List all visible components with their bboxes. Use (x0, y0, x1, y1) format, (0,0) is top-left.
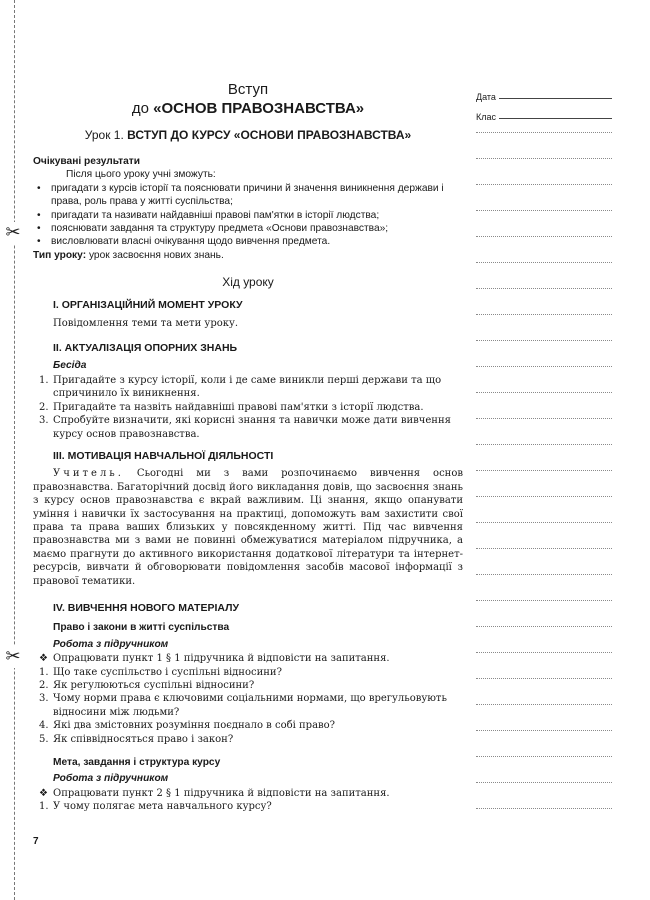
note-line[interactable] (476, 756, 612, 757)
section-heading: III. МОТИВАЦІЯ НАВЧАЛЬНОЇ ДІЯЛЬНОСТІ (53, 449, 274, 462)
list-item: 1. Пригадайте з курсу історії, коли і де саме виникли перші держави та що спричинило їх виникнення. (39, 374, 442, 400)
note-line[interactable] (476, 678, 612, 679)
note-line[interactable] (476, 262, 612, 263)
chapter-subtitle-bold: «ОСНОВ ПРАВОЗНАВСТВА» (153, 100, 365, 117)
list-item: • пригадати з курсів історії та пояснювати причини й значення виникнення держави і права, роль права у житті суспільства; (37, 182, 444, 208)
list-item: 3. Спробуйте визначити, які корисні знання та навички може дати вивчення курсу основ правознавства. (39, 415, 451, 440)
subsection-label: Робота з підручником (53, 773, 169, 785)
notes-sidebar (476, 82, 612, 122)
expected-intro: Після цього уроку учні зможуть: (66, 169, 216, 181)
note-line[interactable] (476, 496, 612, 497)
chapter-subtitle-prefix: до (131, 100, 149, 117)
lesson-type-value: урок засвоєння нових знань. (88, 249, 224, 261)
section-heading: IV. ВИВЧЕННЯ НОВОГО МАТЕРІАЛУ (53, 601, 240, 614)
subsection-title: Право і закони в житті суспільства (53, 622, 230, 634)
list-item: 1. У чому полягає мета навчального курсу? (39, 801, 272, 813)
note-line[interactable] (476, 210, 612, 211)
section-text: Повідомлення теми та мети уроку. (53, 317, 239, 329)
list-item: • висловлювати власні очікування щодо вивчення предмета. (37, 236, 331, 248)
subsection-label: Бесіда (53, 360, 87, 372)
list-item: 5. Як співвідносяться право і закон? (39, 733, 234, 745)
class-field[interactable] (476, 102, 612, 122)
subsection-title: Мета, завдання і структура курсу (53, 757, 221, 769)
section-heading: I. ОРГАНІЗАЦІЙНИЙ МОМЕНТ УРОКУ (53, 299, 243, 312)
class-line (499, 118, 612, 119)
lesson-flow-heading: Хід уроку (222, 275, 274, 290)
list-item: • пригадати та називати найдавніші правові пам'ятки в історії людства; (37, 209, 380, 221)
date-line (499, 98, 612, 99)
note-line[interactable] (476, 392, 612, 393)
page-number: 7 (33, 836, 39, 847)
note-line[interactable] (476, 782, 612, 783)
list-item: 2. Як регулюються суспільні відносини? (39, 680, 255, 691)
lesson-type-label: Тип уроку: (33, 249, 87, 261)
lesson-number: Урок 1. (84, 128, 124, 142)
note-line[interactable] (476, 418, 612, 419)
date-label: Дата (476, 92, 496, 102)
note-line[interactable] (476, 652, 612, 653)
note-line[interactable] (476, 132, 612, 133)
main-content (33, 80, 463, 814)
scissors-icon: ✂ (2, 222, 24, 244)
task-item: ❖ Опрацювати пункт 1 § 1 підручника й відповісти на запитання. (39, 653, 390, 665)
expected-heading: Очікувані результати (33, 156, 141, 167)
task-item: ❖ Опрацювати пункт 2 § 1 підручника й відповісти на запитання. (39, 787, 390, 799)
section-heading: II. АКТУАЛІЗАЦІЯ ОПОРНИХ ЗНАНЬ (53, 342, 238, 355)
section-paragraph: Учитель. Сьогодні ми з вами розпочинаємо вивчення основ правознавства. Багаторічний досвід його викладання довів, що засвоєння знань з курсу основ правознавства є вкрай важливим. Ці знання, якщо опанувати уміння і навички їх застосування на практиці, допоможуть вам захистити свої права та права ваших близьких у повсякденному житті. Під час вивчення правознавства ми з вами не повинні обмежуватися матеріалом підручника, а маємо прагнути до активного використання додаткової літератури та інтернет-ресурсів, вивчати й обговорювати повідомлення засобів масової інформації з правової тематики. (33, 468, 463, 587)
date-field[interactable] (476, 82, 612, 102)
speaker-label: Учитель. (53, 468, 124, 480)
note-line[interactable] (476, 522, 612, 523)
list-item: 3. Чому норми права є ключовими соціальними нормами, що врегульовують відносини між людьми? (39, 693, 447, 718)
note-line[interactable] (476, 158, 612, 159)
note-line[interactable] (476, 808, 612, 809)
note-line[interactable] (476, 574, 612, 575)
list-item: 2. Пригадайте та назвіть найдавніші правові пам'ятки з історії людства. (39, 401, 424, 413)
lesson-name: ВСТУП ДО КУРСУ «ОСНОВИ ПРАВОЗНАВСТВА» (127, 128, 412, 142)
note-line[interactable] (476, 340, 612, 341)
note-line[interactable] (476, 730, 612, 731)
lesson-title (33, 128, 463, 143)
note-line[interactable] (476, 236, 612, 237)
note-line[interactable] (476, 288, 612, 289)
note-line[interactable] (476, 626, 612, 627)
note-line[interactable] (476, 548, 612, 549)
note-line[interactable] (476, 184, 612, 185)
note-line[interactable] (476, 600, 612, 601)
list-item: • пояснювати завдання та структуру предмета «Основи правознавства»; (37, 223, 389, 235)
subsection-label: Робота з підручником (53, 638, 169, 650)
lesson-type (33, 249, 463, 262)
cut-line (14, 0, 15, 900)
chapter-subtitle (33, 99, 463, 118)
list-item: 1. Що таке суспільство і суспільні відносини? (39, 666, 282, 678)
list-item: 4. Які два змістовних розуміння поєднало в собі право? (39, 720, 336, 732)
note-line[interactable] (476, 704, 612, 705)
note-line[interactable] (476, 470, 612, 471)
class-label: Клас (476, 112, 496, 122)
note-line[interactable] (476, 366, 612, 367)
scissors-icon: ✂ (2, 646, 24, 668)
chapter-title: Вступ (227, 81, 269, 98)
note-line[interactable] (476, 444, 612, 445)
note-line[interactable] (476, 314, 612, 315)
